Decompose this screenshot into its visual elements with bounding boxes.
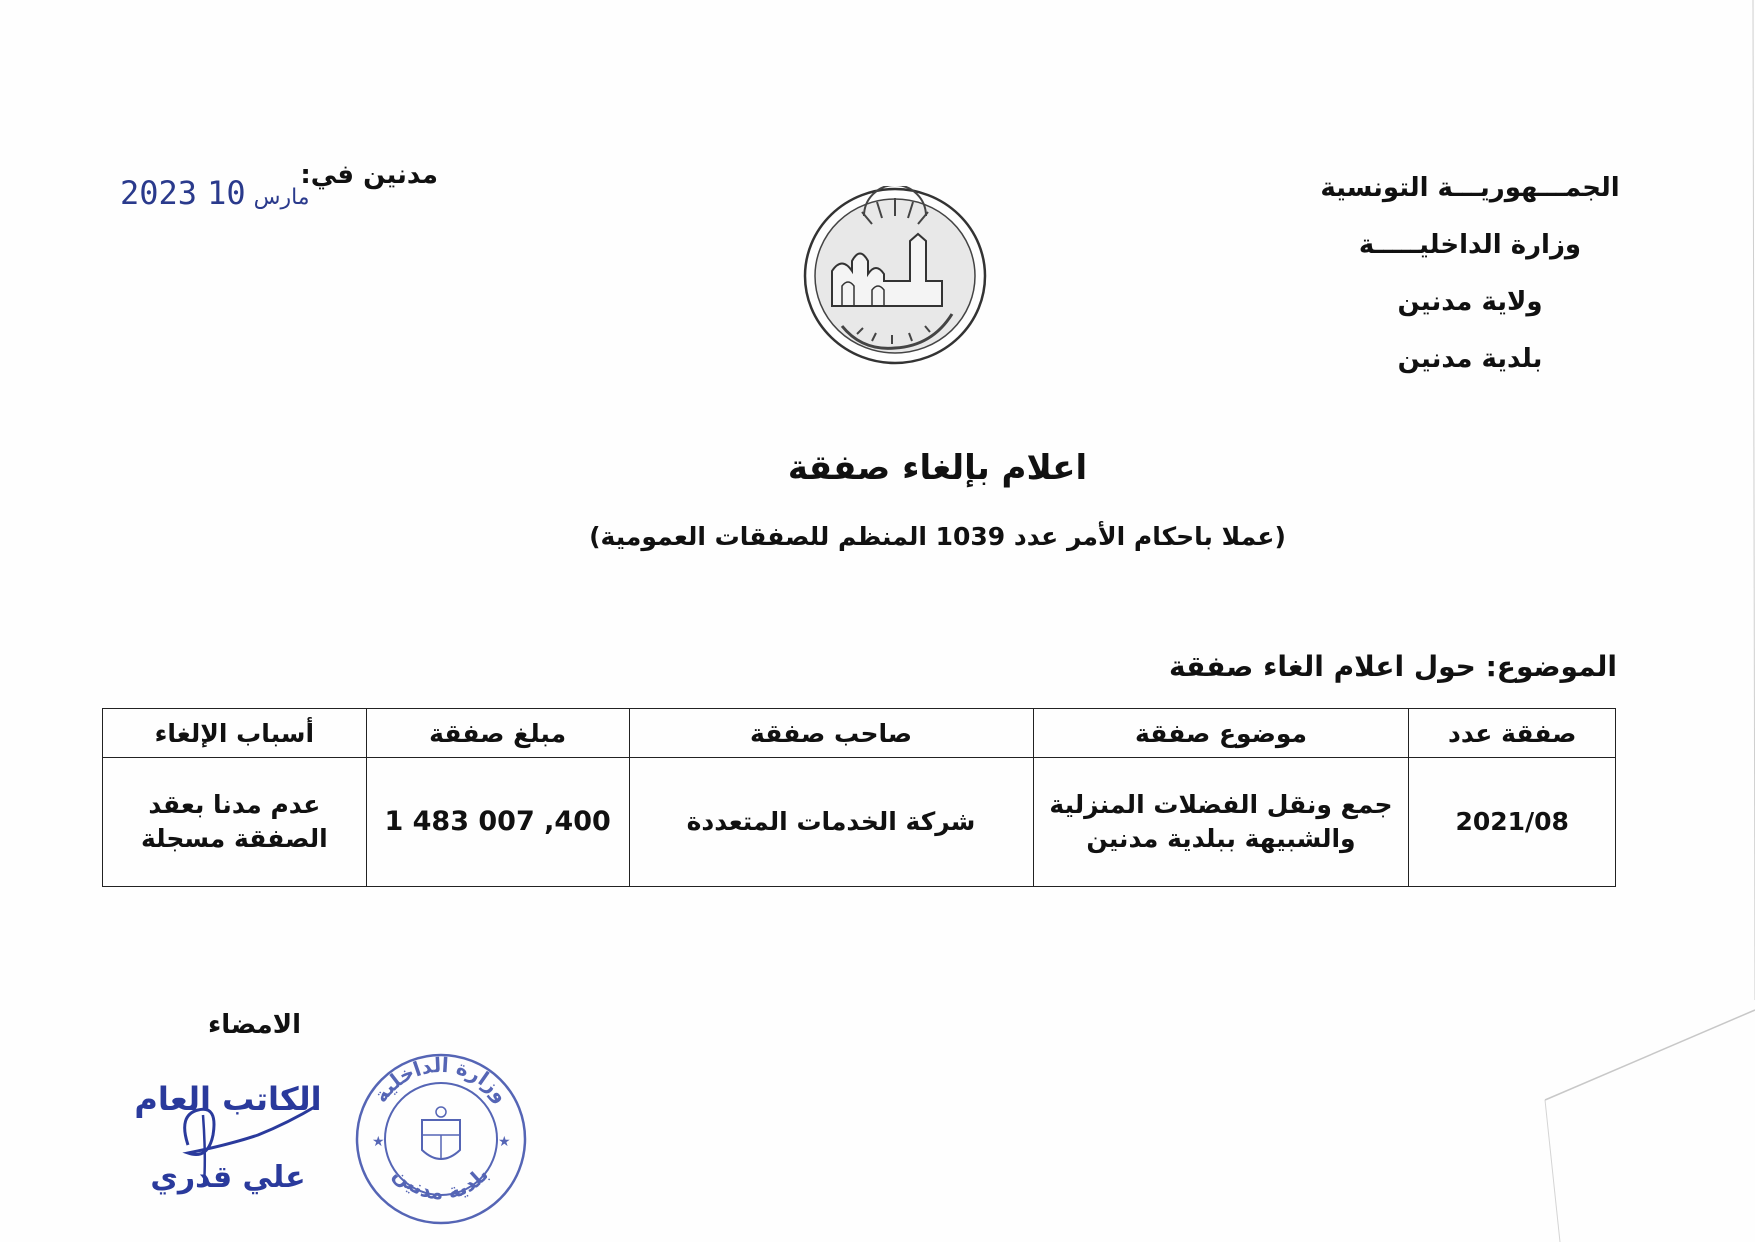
cell-number: 2021/08 <box>1409 758 1616 887</box>
header-republic: الجمـــهوريـــة التونسية <box>1320 173 1620 203</box>
header-municipality: بلدية مدنين <box>1397 344 1543 374</box>
signature-label: الامضاء <box>208 1010 302 1040</box>
cell-owner: شركة الخدمات المتعددة <box>629 758 1033 887</box>
header-number: صفقة عدد <box>1409 709 1616 758</box>
date-month: مارس <box>253 185 310 210</box>
cell-amount: 1 483 007 ,400 <box>366 758 629 887</box>
header-ministry: وزارة الداخليـــــة <box>1358 230 1582 260</box>
date-day: 10 <box>207 174 246 212</box>
svg-text:★: ★ <box>372 1134 385 1150</box>
svg-text:بلدية مدنين <box>389 1162 493 1204</box>
header-reason: أسباب الإلغاء <box>103 709 367 758</box>
svg-text:وزارة الداخلية <box>368 1053 513 1107</box>
table-row <box>103 758 1616 887</box>
document-subject: الموضوع: حول اعلام الغاء صفقة <box>1169 650 1617 683</box>
document-title: اعلام بإلغاء صفقة <box>787 448 1088 488</box>
cell-reason: عدم مدنا بعقد الصفقة مسجلة <box>103 758 367 887</box>
date-year: 2023 <box>120 174 198 212</box>
cell-subject: جمع ونقل الفضلات المنزلية والشبيهة ببلدية مدنين <box>1033 758 1409 887</box>
municipality-emblem-icon <box>802 186 988 366</box>
table-header-row <box>103 709 1616 758</box>
signatory-name-stamp: علي قدري <box>150 1160 306 1195</box>
signatory-title-stamp: الكاتب العام <box>134 1080 322 1118</box>
seal-bottom-text: بلدية مدنين <box>388 1161 494 1205</box>
header-amount: مبلغ صفقة <box>366 709 629 758</box>
date-label: مدنين في: <box>300 160 438 190</box>
seal-outer-text: وزارة الداخلية <box>368 1052 514 1107</box>
deal-table <box>102 708 1616 887</box>
header-governorate: ولاية مدنين <box>1397 287 1543 317</box>
svg-text:★: ★ <box>498 1134 511 1150</box>
scan-edge-decoration <box>1505 0 1755 1242</box>
header-owner: صاحب صفقة <box>629 709 1033 758</box>
official-seal-icon <box>352 1050 530 1228</box>
document-subtitle: (عملا باحكام الأمر عدد 1039 المنظم للصفقات العمومية) <box>589 522 1286 551</box>
date-block <box>120 160 460 220</box>
header-subject: موضوع صفقة <box>1033 709 1409 758</box>
date-stamp <box>120 174 324 212</box>
